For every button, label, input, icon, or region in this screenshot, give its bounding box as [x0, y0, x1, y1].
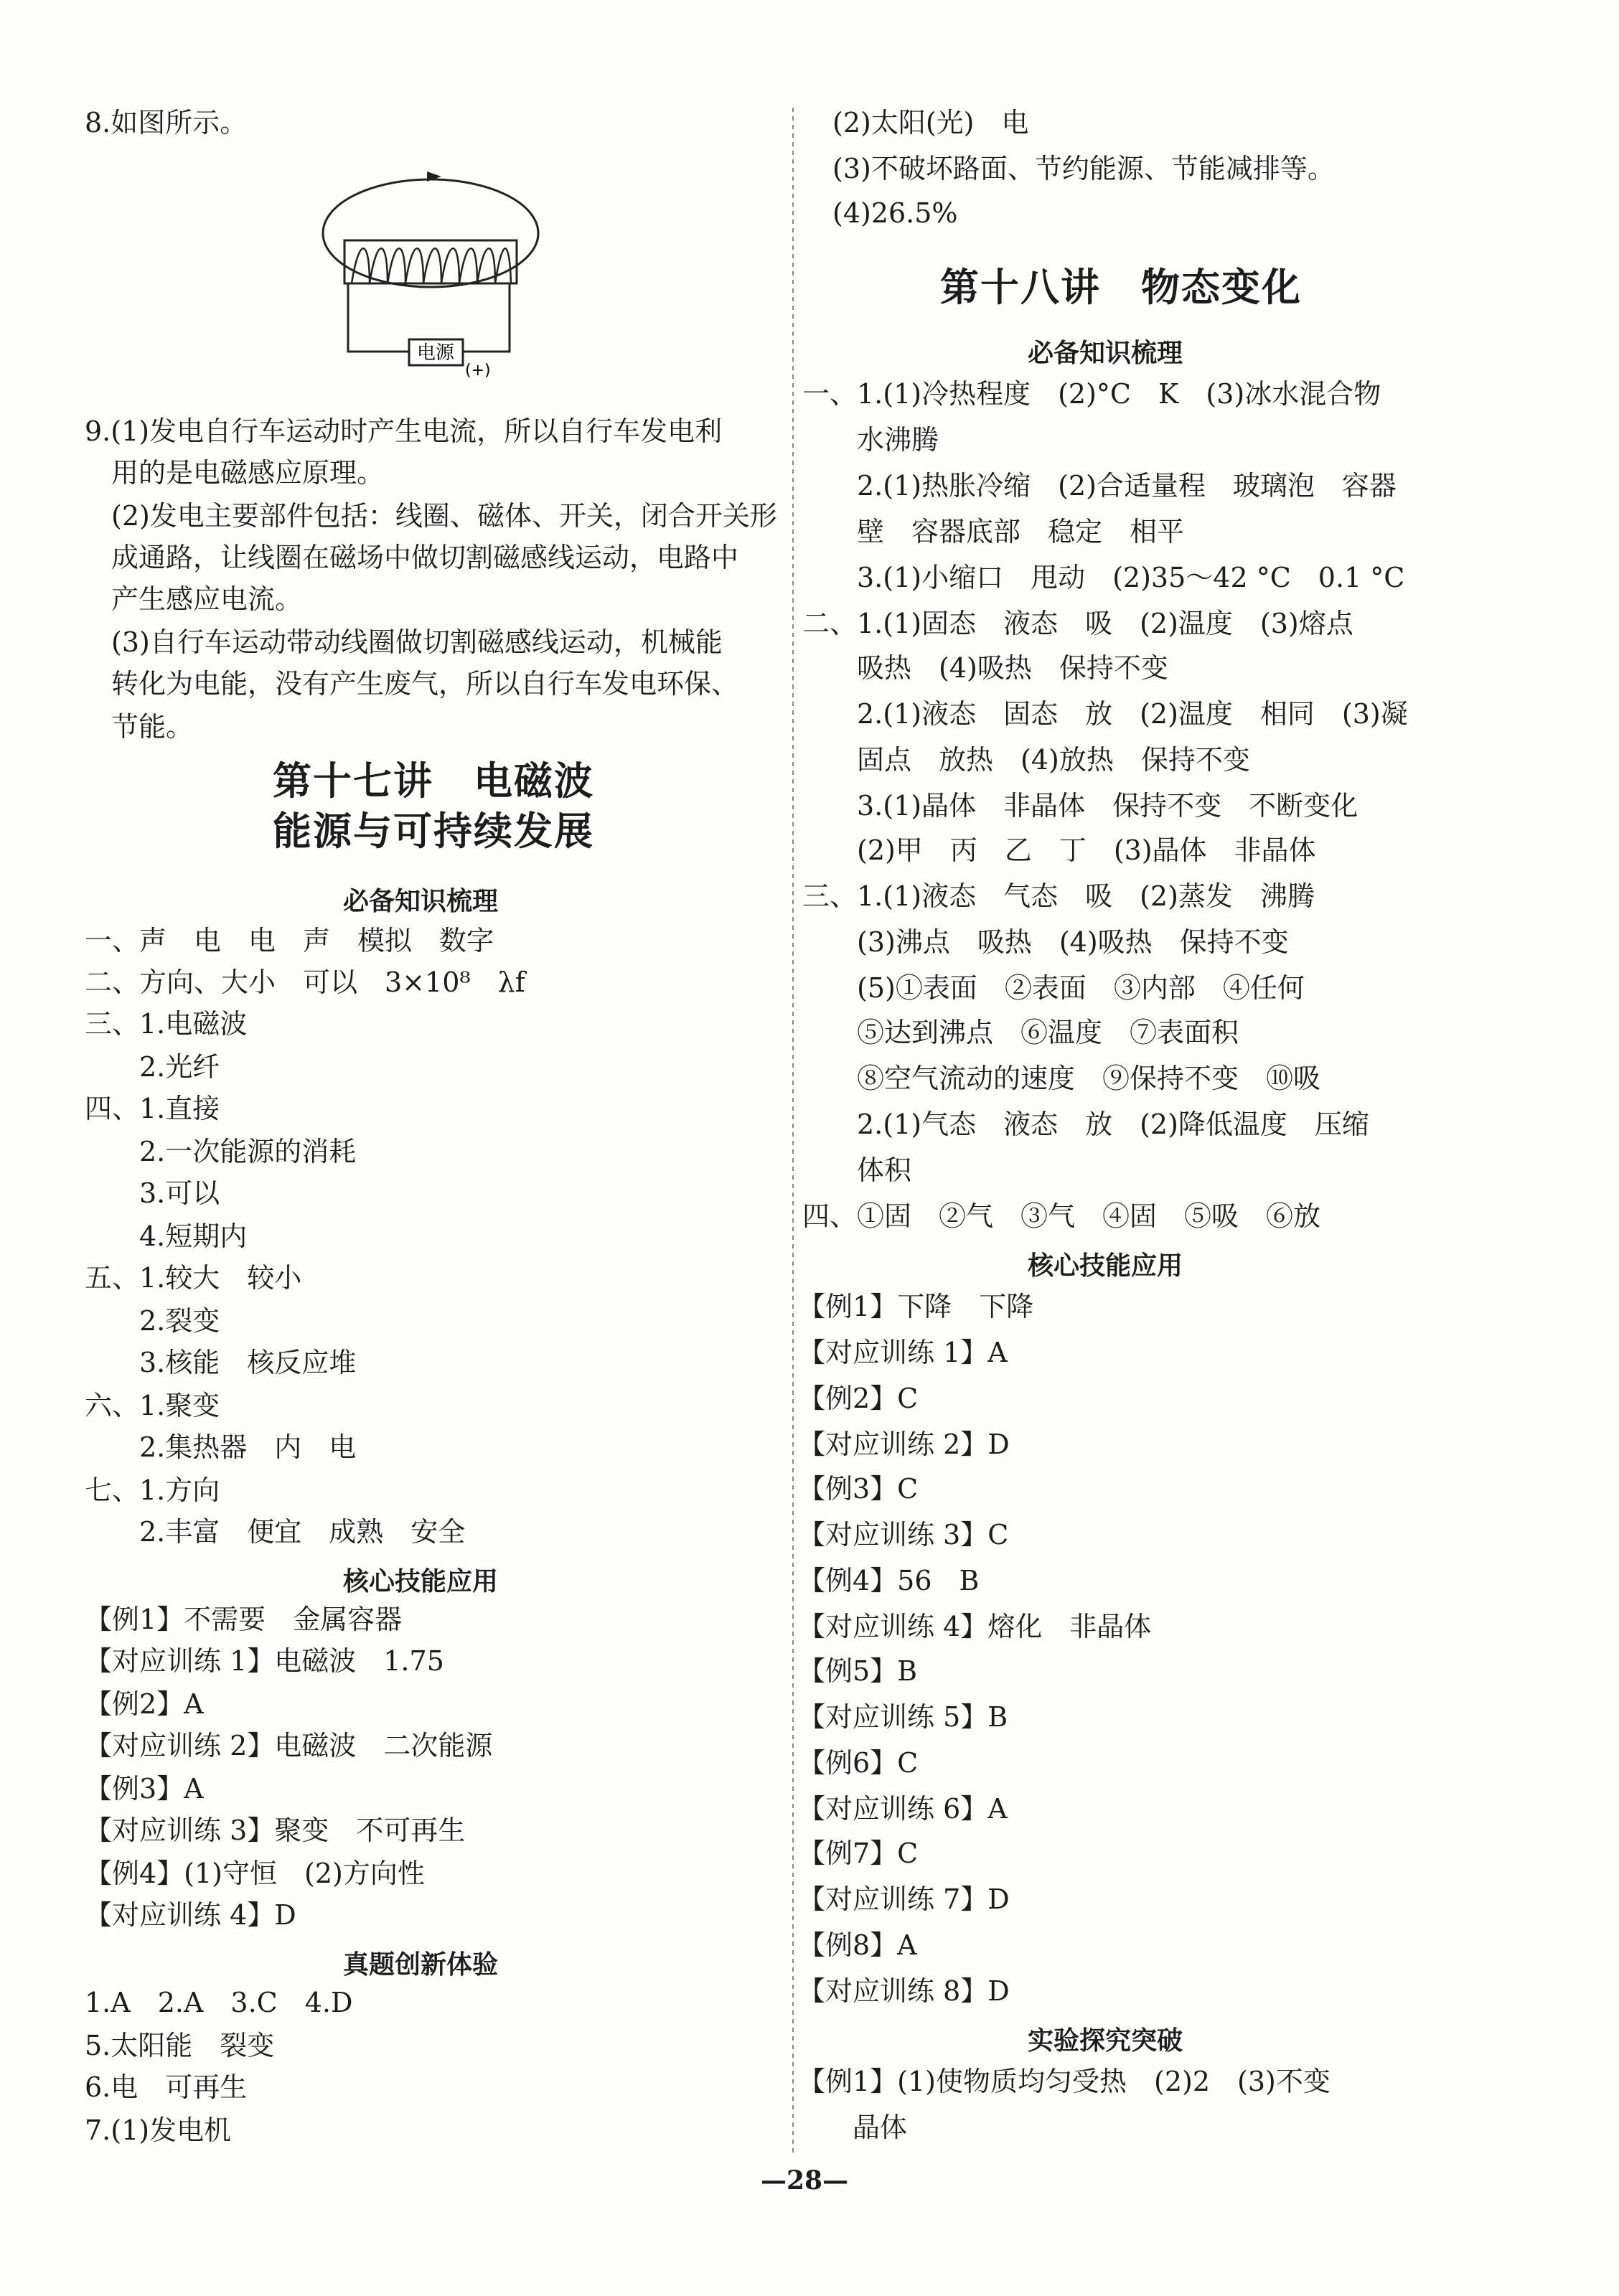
knowledge-item: 六、1.聚变 [85, 1390, 220, 1421]
knowledge-item: 二、方向、大小 可以 3×10⁸ λf [85, 966, 525, 998]
q9-line: 9.(1)发电自行车运动时产生电流，所以自行车发电利 [85, 415, 723, 447]
knowledge-item: 一、1.(1)冷热程度 (2)°C K (3)冰水混合物 [802, 378, 1381, 410]
q9-line: 产生感应电流。 [111, 583, 303, 615]
knowledge-item: 3.可以 [85, 1177, 220, 1209]
top-item: (4)26.5% [832, 197, 958, 229]
core-item: 【对应训练 3】聚变 不可再生 [85, 1815, 466, 1846]
knowledge-item: 二、1.(1)固态 液态 吸 (2)温度 (3)熔点 [802, 608, 1353, 639]
knowledge-item: 4.短期内 [85, 1220, 248, 1252]
knowledge-item: 吸热 (4)吸热 保持不变 [802, 652, 1168, 684]
power-source-label: 电源 [416, 342, 455, 364]
core-item: 【对应训练 2】电磁波 二次能源 [85, 1730, 493, 1761]
knowledge-item: 七、1.方向 [85, 1474, 220, 1506]
core-item: 【例5】B [798, 1655, 918, 1687]
column-divider [792, 108, 794, 2152]
knowledge-item: 2.光纤 [85, 1051, 220, 1083]
knowledge-item: 一、声 电 电 声 模拟 数字 [85, 925, 494, 956]
core-item: 【对应训练 7】D [798, 1883, 1010, 1915]
knowledge-item: 2.(1)热胀冷缩 (2)合适量程 玻璃泡 容器 [802, 470, 1397, 502]
knowledge-item: 壁 容器底部 稳定 相平 [802, 516, 1185, 547]
knowledge-item: 四、①固 ②气 ③气 ④固 ⑤吸 ⑥放 [802, 1200, 1321, 1232]
knowledge-item: ⑤达到沸点 ⑥温度 ⑦表面积 [802, 1017, 1239, 1048]
section-core-left: 核心技能应用 [343, 1567, 499, 1596]
q9-line: 成通路，让线圈在磁场中做切割磁感线运动，电路中 [111, 542, 739, 573]
core-item: 【例2】A [85, 1688, 204, 1720]
knowledge-item: 固点 放热 (4)放热 保持不变 [802, 744, 1250, 776]
core-item: 【对应训练 4】D [85, 1899, 296, 1931]
q9-line: 转化为电能，没有产生废气，所以自行车发电环保、 [111, 668, 739, 700]
lecture-17-title-line2: 能源与可持续发展 [273, 808, 594, 854]
core-item: 【对应训练 1】A [798, 1337, 1008, 1368]
q9-line: 节能。 [111, 711, 194, 743]
knowledge-item: 3.(1)晶体 非晶体 保持不变 不断变化 [802, 790, 1358, 822]
top-item: (2)太阳(光) 电 [832, 107, 1029, 138]
q8-text: 8.如图所示。 [85, 107, 248, 138]
core-item: 【对应训练 6】A [798, 1793, 1008, 1825]
core-item: 【例1】下降 下降 [798, 1291, 1034, 1322]
core-item: 【例8】A [798, 1929, 917, 1961]
section-real-left: 真题创新体验 [343, 1950, 499, 1980]
knowledge-item: 2.集热器 内 电 [85, 1431, 357, 1463]
knowledge-item: (3)沸点 吸热 (4)吸热 保持不变 [802, 926, 1289, 958]
page-number: —28— [761, 2165, 849, 2196]
power-source-plus: (+) [465, 362, 491, 380]
core-item: 【对应训练 1】电磁波 1.75 [85, 1645, 444, 1677]
q9-line: (3)自行车运动带动线圈做切割磁感线运动，机械能 [111, 626, 723, 658]
top-item: (3)不破坏路面、节约能源、节能减排等。 [832, 153, 1335, 184]
core-item: 【例7】C [798, 1838, 919, 1869]
core-item: 【对应训练 8】D [798, 1975, 1010, 2007]
real-item: 1.A 2.A 3.C 4.D [85, 1987, 353, 2018]
section-knowledge-left: 必备知识梳理 [343, 887, 499, 916]
core-item: 【对应训练 3】C [798, 1519, 1009, 1551]
core-item: 【对应训练 5】B [798, 1701, 1008, 1733]
q9-line: (2)发电主要部件包括：线圈、磁体、开关，闭合开关形 [111, 500, 777, 532]
section-exp-right: 实验探究突破 [1028, 2026, 1183, 2056]
knowledge-item: 五、1.较大 较小 [85, 1262, 302, 1294]
knowledge-item: ⑧空气流动的速度 ⑨保持不变 ⑩吸 [802, 1063, 1321, 1094]
exp-item: 晶体 [798, 2112, 908, 2143]
core-item: 【对应训练 4】熔化 非晶体 [798, 1611, 1152, 1642]
knowledge-item: 2.裂变 [85, 1305, 220, 1337]
section-knowledge-right: 必备知识梳理 [1028, 339, 1183, 368]
knowledge-item: 2.一次能源的消耗 [85, 1136, 357, 1167]
knowledge-item: 水沸腾 [802, 424, 939, 456]
knowledge-item: 2.丰富 便宜 成熟 安全 [85, 1516, 466, 1548]
lecture-17-title-line1: 第十七讲 电磁波 [273, 758, 594, 804]
knowledge-item: 2.(1)气态 液态 放 (2)降低温度 压缩 [802, 1109, 1369, 1140]
q9-line: 用的是电磁感应原理。 [111, 457, 385, 489]
knowledge-item: 三、1.(1)液态 气态 吸 (2)蒸发 沸腾 [802, 880, 1315, 912]
knowledge-item: 3.(1)小缩口 甩动 (2)35～42 °C 0.1 °C [802, 562, 1405, 593]
core-item: 【例4】(1)守恒 (2)方向性 [85, 1858, 425, 1889]
section-core-right: 核心技能应用 [1028, 1251, 1183, 1281]
core-item: 【对应训练 2】D [798, 1429, 1010, 1460]
knowledge-item: 2.(1)液态 固态 放 (2)温度 相同 (3)凝 [802, 698, 1408, 730]
knowledge-item: 体积 [802, 1154, 912, 1186]
lecture-18-title: 第十八讲 物态变化 [940, 264, 1302, 310]
knowledge-item: 四、1.直接 [85, 1093, 220, 1124]
knowledge-item: 三、1.电磁波 [85, 1008, 248, 1040]
real-item: 6.电 可再生 [85, 2071, 248, 2103]
core-item: 【例2】C [798, 1383, 919, 1414]
core-item: 【例1】不需要 金属容器 [85, 1604, 403, 1635]
real-item: 7.(1)发电机 [85, 2114, 232, 2146]
core-item: 【例4】56 B [798, 1565, 980, 1596]
core-item: 【例6】C [798, 1747, 919, 1779]
solenoid-circuit-diagram [301, 154, 588, 391]
knowledge-item: (5)①表面 ②表面 ③内部 ④任何 [802, 972, 1305, 1004]
real-item: 5.太阳能 裂变 [85, 2030, 275, 2061]
core-item: 【例3】A [85, 1773, 204, 1805]
knowledge-item: (2)甲 丙 乙 丁 (3)晶体 非晶体 [802, 834, 1316, 866]
knowledge-item: 3.核能 核反应堆 [85, 1347, 357, 1378]
core-item: 【例3】C [798, 1473, 919, 1505]
exp-item: 【例1】(1)使物质均匀受热 (2)2 (3)不变 [798, 2066, 1331, 2097]
